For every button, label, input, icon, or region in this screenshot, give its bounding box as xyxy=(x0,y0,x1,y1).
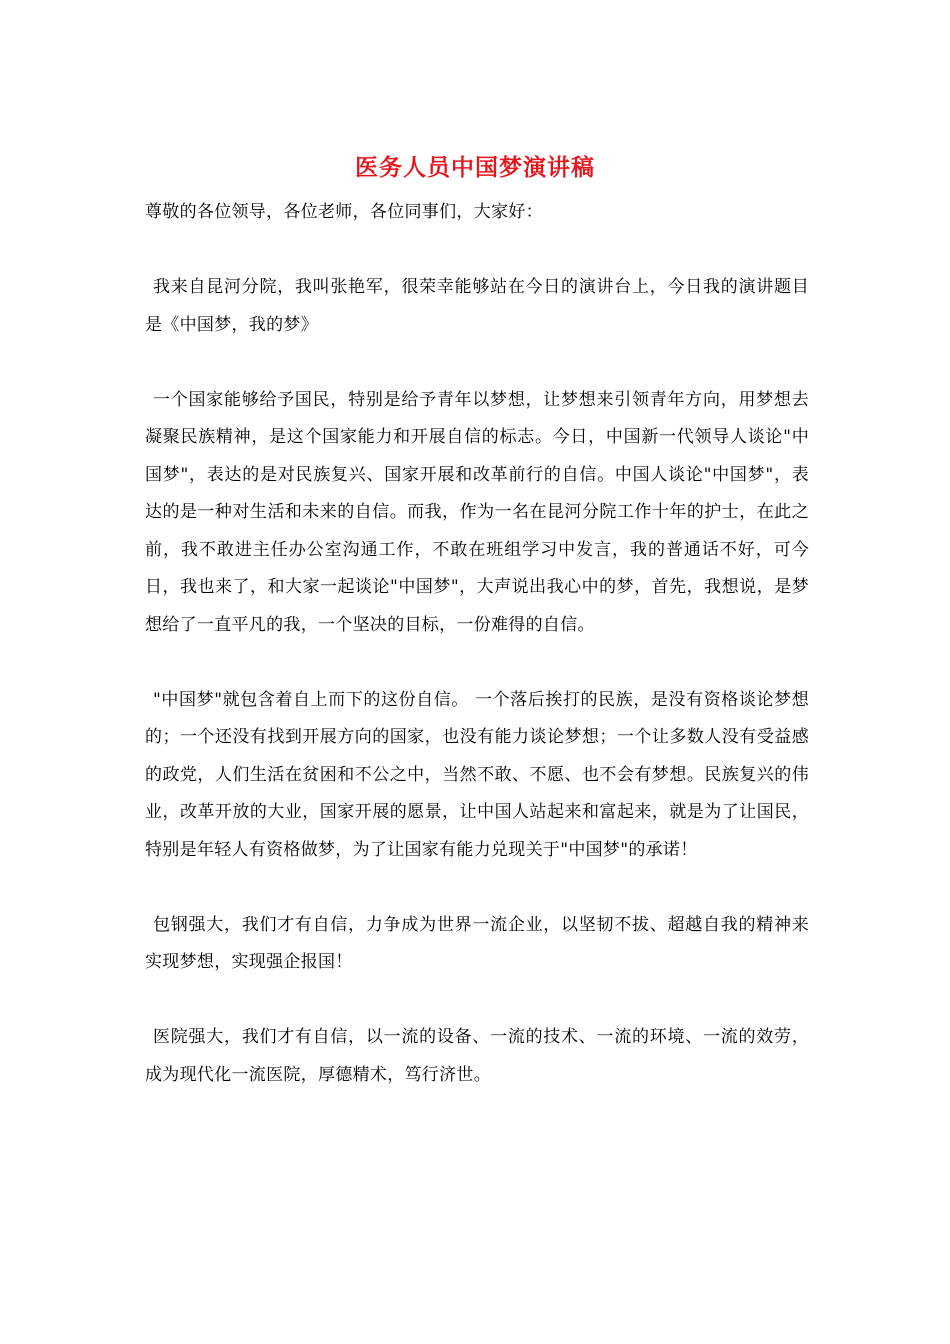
document-body xyxy=(145,194,809,1094)
body-paragraph: 包钢强大，我们才有自信，力争成为世界一流企业，以坚韧不拔、超越自我的精神来实现梦想，实现强企报国！ xyxy=(145,914,809,972)
greeting-paragraph: 尊敬的各位领导，各位老师，各位同事们，大家好： xyxy=(145,202,543,222)
document-title: 医务人员中国梦演讲稿 xyxy=(355,154,595,181)
body-paragraph: 医院强大，我们才有自信，以一流的设备、一流的技术、一流的环境、一流的效劳，成为现代化一流医院，厚德精术，笃行济世。 xyxy=(145,1027,809,1085)
body-paragraph: "中国梦"就包含着自上而下的这份自信。 一个落后挨打的民族，是没有资格谈论梦想的；一个还没有找到开展方向的国家，也没有能力谈论梦想；一个让多数人没有受益感的政党，人们生活在贫困和不公之中，当然不敢、不愿、也不会有梦想。民族复兴的伟业，改革开放的大业，国家开展的愿景，让中国人站起来和富起来，就是为了让国民，特别是年轻人有资格做梦，为了让国家有能力兑现关于"中国梦"的承诺！ xyxy=(145,689,809,860)
body-paragraph: 一个国家能够给予国民，特别是给予青年以梦想，让梦想来引领青年方向，用梦想去凝聚民族精神，是这个国家能力和开展自信的标志。今日，中国新一代领导人谈论"中国梦"，表达的是对民族复兴、国家开展和改革前行的自信。中国人谈论"中国梦"，表达的是一种对生活和未来的自信。而我，作为一名在昆河分院工作十年的护士，在此之前，我不敢进主任办公室沟通工作，不敢在班组学习中发言，我的普通话不好，可今日，我也来了，和大家一起谈论"中国梦"，大声说出我心中的梦，首先，我想说，是梦想给了一直平凡的我，一个坚决的目标，一份难得的自信。 xyxy=(145,389,809,635)
body-paragraph: 我来自昆河分院，我叫张艳军，很荣幸能够站在今日的演讲台上，今日我的演讲题目是《中国梦，我的梦》 xyxy=(145,277,809,335)
